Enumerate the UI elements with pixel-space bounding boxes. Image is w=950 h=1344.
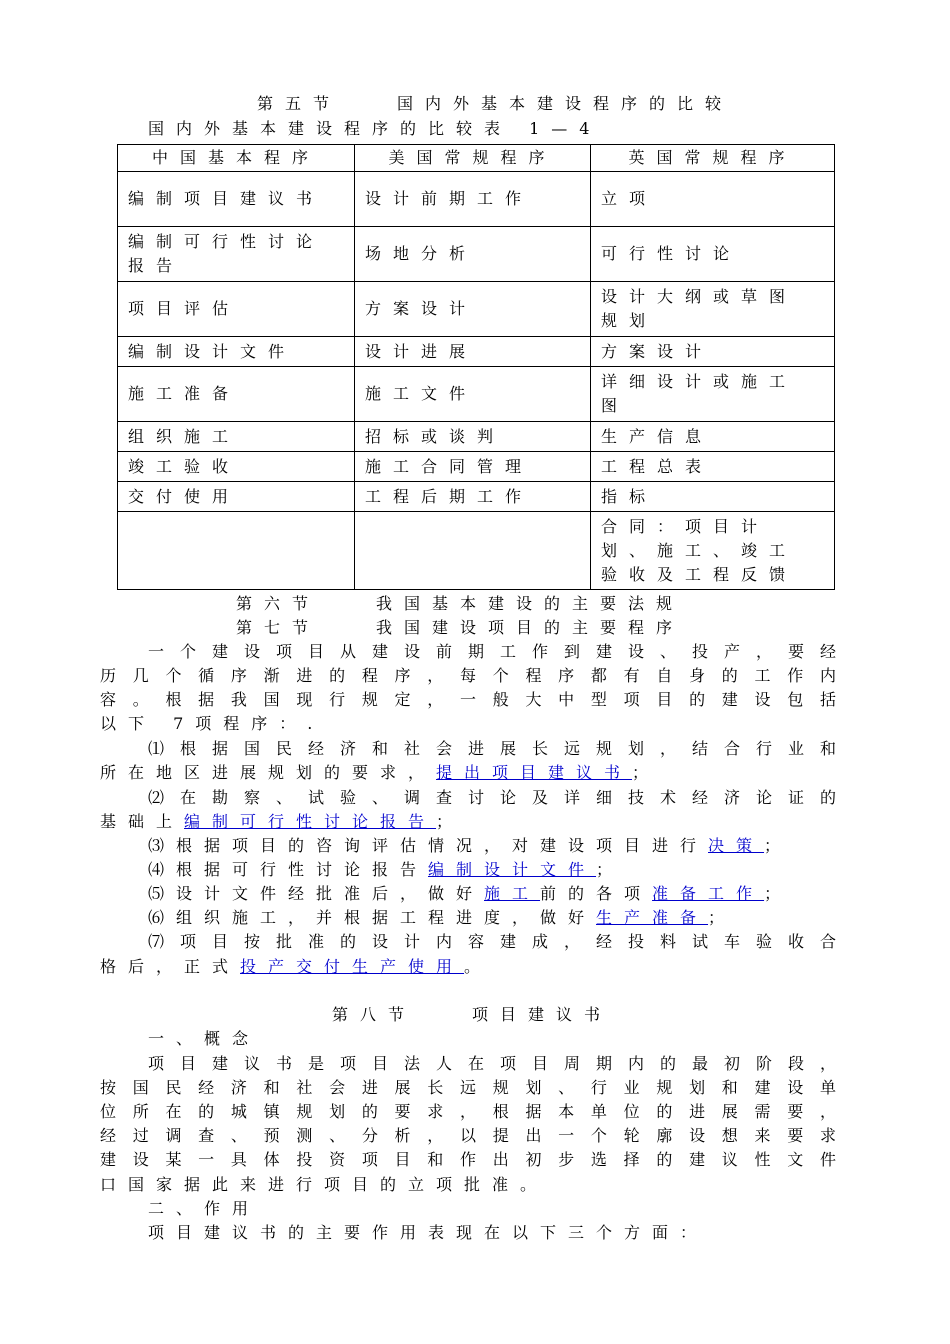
table-cell: 工程后期工作 xyxy=(355,482,591,512)
table-cell xyxy=(355,512,591,590)
table-header-cell: 中国基本程序 xyxy=(118,145,355,172)
link-production-preparation[interactable]: 生产准备 xyxy=(596,908,709,927)
table-cell: 可行性讨论 xyxy=(591,227,835,282)
table-cell: 生产信息 xyxy=(591,422,835,452)
concept-line: 口国家据此来进行项目的立项批准。 xyxy=(100,1175,549,1194)
step-7-line xyxy=(100,955,492,979)
step-7-text: 格后，正式 xyxy=(100,957,241,976)
table-row xyxy=(118,282,835,337)
table-cell: 设计前期工作 xyxy=(355,172,591,227)
table-row xyxy=(118,482,835,512)
table-cell: 方案设计 xyxy=(355,282,591,337)
table-cell: 编制可行性讨论报告 xyxy=(118,227,355,282)
table-row xyxy=(118,512,835,590)
table-caption: 国内外基本建设程序的比较表 1—4 xyxy=(148,119,602,138)
punctuation: ； xyxy=(436,812,465,831)
punctuation: ； xyxy=(596,860,625,879)
table-row xyxy=(118,337,835,367)
table-cell: 交付使用 xyxy=(118,482,355,512)
table-cell: 立项 xyxy=(591,172,835,227)
table-header-cell: 英国常规程序 xyxy=(591,145,835,172)
concept-line: 位所在的城镇规划的要求，根据本单位的进展需要， xyxy=(100,1102,836,1121)
section-7-title: 第七节 我国建设项目的主要程序 xyxy=(236,618,685,637)
link-project-proposal[interactable]: 提出项目建议书 xyxy=(436,763,633,782)
table-cell: 指标 xyxy=(591,482,835,512)
table-row xyxy=(118,367,835,422)
link-design-documents[interactable]: 编制设计文件 xyxy=(428,860,597,879)
step-6-text: ⑹组织施工，并根据工程进度，做好 xyxy=(148,908,597,927)
table-cell: 竣工验收 xyxy=(118,452,355,482)
intro-line: 以下 7项程序：. xyxy=(100,714,325,733)
punctuation: ； xyxy=(632,763,661,782)
concept-line: 项目建议书是项目法人在项目周期内的最初阶段， xyxy=(148,1054,836,1073)
table-cell: 组织施工 xyxy=(118,422,355,452)
table-cell xyxy=(118,512,355,590)
section-6-title: 第六节 我国基本建设的主要法规 xyxy=(236,594,685,613)
concept-line: 经过调查、预测、分析，以提出一个轮廓设想来要求 xyxy=(100,1126,836,1145)
link-construction[interactable]: 施工 xyxy=(484,884,541,903)
intro-line: 历几个循序渐进的程序，每个程序都有自身的工作内 xyxy=(100,666,836,685)
step-1-line: ⑴根据国民经济和社会进展长远规划，结合行业和 xyxy=(148,739,836,758)
step-2-text: 基础上 xyxy=(100,812,185,831)
concept-line: 按国民经济和社会进展长远规划、行业规划和建设单 xyxy=(100,1078,836,1097)
table-header-cell: 美国常规程序 xyxy=(355,145,591,172)
link-preparation-work[interactable]: 准备工作 xyxy=(652,884,765,903)
table-row xyxy=(118,227,835,282)
step-5-text: ⑸设计文件经批准后，做好 xyxy=(148,884,485,903)
step-5-text: 前的各项 xyxy=(540,884,653,903)
table-row xyxy=(118,172,835,227)
punctuation: ； xyxy=(764,884,793,903)
table-header-row xyxy=(118,145,835,172)
table-cell: 方案设计 xyxy=(591,337,835,367)
step-3-line xyxy=(148,834,792,858)
concept-line: 建设某一具体投资项目和作出初步选择的建议性文件 xyxy=(100,1150,836,1169)
comparison-table xyxy=(117,144,835,590)
table-row xyxy=(118,452,835,482)
table-cell: 编制项目建议书 xyxy=(118,172,355,227)
link-decision[interactable]: 决策 xyxy=(708,836,765,855)
table-cell: 详细设计或施工图 xyxy=(591,367,835,422)
link-feasibility-report[interactable]: 编制可行性讨论报告 xyxy=(184,812,437,831)
table-cell: 项目评估 xyxy=(118,282,355,337)
function-line: 项目建议书的主要作用表现在以下三个方面： xyxy=(148,1223,709,1242)
intro-line: 一个建设项目从建设前期工作到建设、投产，要经 xyxy=(148,642,836,661)
heading-concept: 一、概念 xyxy=(148,1029,261,1048)
table-cell: 设计大纲或草图规划 xyxy=(591,282,835,337)
table-cell: 合同：项目计划、施工、竣工验收及工程反馈 xyxy=(591,512,835,590)
step-3-text: ⑶根据项目的咨询评估情况，对建设项目进行 xyxy=(148,836,709,855)
table-cell: 场地分析 xyxy=(355,227,591,282)
step-4-line xyxy=(148,858,624,882)
link-production-use[interactable]: 投产交付生产使用 xyxy=(240,957,465,976)
step-1-text: 所在地区进展规划的要求， xyxy=(100,763,437,782)
section-8-title: 第八节 项目建议书 xyxy=(332,1005,613,1024)
table-cell: 施工文件 xyxy=(355,367,591,422)
table-cell: 施工合同管理 xyxy=(355,452,591,482)
table-cell: 编制设计文件 xyxy=(118,337,355,367)
step-5-line xyxy=(148,882,792,906)
step-7-line: ⑺项目按批准的设计内容建成，经投料试车验收合 xyxy=(148,932,836,951)
table-cell: 工程总表 xyxy=(591,452,835,482)
intro-line: 容。根据我国现行规定，一般大中型项目的建设包括 xyxy=(100,690,836,709)
table-cell: 设计进展 xyxy=(355,337,591,367)
table-cell: 施工准备 xyxy=(118,367,355,422)
section-5-title: 第五节 国内外基本建设程序的比较 xyxy=(256,94,733,113)
heading-function: 二、作用 xyxy=(148,1199,261,1218)
punctuation: 。 xyxy=(464,957,493,976)
table-row xyxy=(118,422,835,452)
step-4-text: ⑷根据可行性讨论报告 xyxy=(148,860,429,879)
step-2-line: ⑵在勘察、试验、调查讨论及详细技术经济论证的 xyxy=(148,788,836,807)
step-1-line xyxy=(100,761,660,785)
step-6-line xyxy=(148,906,736,930)
punctuation: ； xyxy=(708,908,737,927)
table-cell: 招标或谈判 xyxy=(355,422,591,452)
step-2-line xyxy=(100,810,464,834)
punctuation: ； xyxy=(764,836,793,855)
